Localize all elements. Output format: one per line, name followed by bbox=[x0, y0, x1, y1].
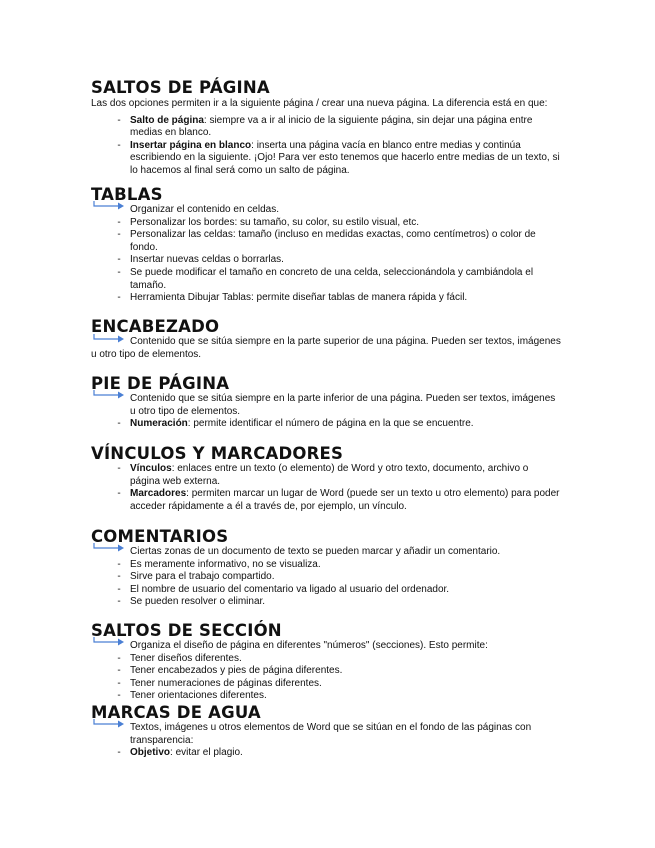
item-text: Herramienta Dibujar Tablas: permite diseñar tablas de manera rápida y fácil. bbox=[130, 292, 468, 304]
item-text: : permiten marcar un lugar de Word (puede ser un texto u otro elemento) para poder acceder rápidamente a él a través de, por ejemplo, un vínculo. bbox=[130, 488, 560, 512]
section-comentarios bbox=[0, 527, 655, 609]
section-title: ENCABEZADO bbox=[91, 317, 220, 336]
list-item bbox=[117, 418, 560, 431]
item-text: Insertar nuevas celdas o borrarlas. bbox=[130, 254, 284, 266]
item-text: Personalizar las celdas: tamaño (incluso en medidas exactas, como centímetros) o color de fondo. bbox=[130, 229, 536, 253]
arrow-icon bbox=[92, 636, 126, 648]
arrow-icon bbox=[92, 542, 126, 554]
list-item bbox=[117, 652, 560, 666]
section-marcas-agua bbox=[0, 703, 655, 760]
section-title: SALTOS DE SECCIÓN bbox=[91, 621, 282, 640]
item-term: Vínculos bbox=[130, 463, 172, 474]
dash-bullet: - bbox=[117, 558, 121, 570]
dash-bullet: - bbox=[117, 665, 121, 677]
dash-bullet: - bbox=[117, 114, 121, 126]
item-text: Es meramente informativo, no se visualiza. bbox=[130, 558, 321, 570]
section-title: SALTOS DE PÁGINA bbox=[91, 78, 270, 97]
list-item bbox=[117, 292, 560, 305]
item-term: Objetivo bbox=[130, 747, 171, 759]
list-item bbox=[117, 114, 560, 140]
section-title: MARCAS DE AGUA bbox=[91, 703, 261, 722]
item-text: : enlaces entre un texto (o elemento) de Word y otro texto, documento, archivo o página web externa. bbox=[130, 463, 529, 487]
list-item bbox=[117, 266, 560, 292]
section-vinculos-marcadores bbox=[0, 444, 655, 513]
list-item bbox=[117, 139, 560, 178]
section-saltos-seccion bbox=[0, 621, 655, 703]
item-text: El nombre de usuario del comentario va ligado al usuario del ordenador. bbox=[130, 583, 450, 595]
section-title: PIE DE PÁGINA bbox=[91, 374, 230, 393]
item-text: Tener encabezados y pies de página diferentes. bbox=[130, 665, 343, 677]
item-text: Textos, imágenes u otros elementos de Word que se sitúan en el fondo de las páginas con transparencia: bbox=[130, 722, 532, 746]
list-item bbox=[130, 204, 560, 217]
list-item bbox=[117, 747, 560, 760]
item-text: Ciertas zonas de un documento de texto se pueden marcar y añadir un comentario. bbox=[130, 546, 501, 557]
dash-bullet: - bbox=[117, 266, 121, 278]
list-item bbox=[117, 596, 560, 609]
item-term: Numeración bbox=[130, 418, 188, 430]
dash-bullet: - bbox=[117, 652, 121, 664]
list-item bbox=[130, 393, 560, 418]
list-item bbox=[117, 558, 560, 572]
paragraph-text: Contenido que se sitúa siempre en la parte superior de una página. Pueden ser textos, imágenes u otro tipo de elementos. bbox=[91, 336, 561, 360]
list-item bbox=[130, 640, 560, 653]
item-text: Sirve para el trabajo compartido. bbox=[130, 571, 275, 583]
dash-bullet: - bbox=[117, 488, 121, 500]
arrow-paragraph bbox=[0, 336, 655, 361]
item-text: Se pueden resolver o eliminar. bbox=[130, 596, 266, 608]
arrow-icon bbox=[92, 200, 126, 212]
list-item bbox=[117, 677, 560, 691]
dash-bullet: - bbox=[117, 690, 121, 702]
section-intro: Las dos opciones permiten ir a la siguiente página / crear una nueva página. La diferencia está en que: bbox=[91, 98, 548, 109]
dash-bullet: - bbox=[117, 596, 121, 608]
list-item bbox=[117, 216, 560, 230]
dash-bullet: - bbox=[117, 292, 121, 304]
dash-bullet: - bbox=[117, 747, 121, 759]
list-item bbox=[117, 463, 560, 488]
section-tablas bbox=[0, 185, 655, 305]
item-text: : permite identificar el número de página en la que se encuentre. bbox=[187, 418, 474, 430]
item-text: Organizar el contenido en celdas. bbox=[130, 204, 279, 215]
item-text: Organiza el diseño de página en diferentes "números" (secciones). Esto permite: bbox=[130, 640, 488, 651]
dash-bullet: - bbox=[117, 463, 121, 474]
list-item bbox=[117, 571, 560, 584]
item-text: : inserta una página vacía en blanco entre medias y continúa escribiendo en la siguiente. ¡Ojo! Para ver esto tenemos que hacerlo entre medias de un texto, si lo hacemos al final será como un salto de página. bbox=[130, 139, 560, 176]
list-item bbox=[117, 488, 560, 513]
item-text: Contenido que se sitúa siempre en la parte inferior de una página. Pueden ser textos, imágenes u otro tipo de elementos. bbox=[130, 393, 556, 417]
arrow-icon bbox=[92, 718, 126, 730]
dash-bullet: - bbox=[117, 216, 121, 228]
dash-bullet: - bbox=[117, 583, 121, 595]
arrow-icon bbox=[92, 389, 126, 401]
list-item bbox=[117, 229, 560, 254]
dash-bullet: - bbox=[117, 139, 121, 151]
item-text: : siempre va a ir al inicio de la siguiente página, sin dejar una página entre medias en blanco. bbox=[130, 114, 533, 139]
item-text: Tener numeraciones de páginas diferentes. bbox=[130, 677, 322, 689]
arrow-icon bbox=[92, 332, 126, 344]
dash-bullet: - bbox=[117, 254, 121, 266]
list-item bbox=[130, 722, 560, 747]
dash-bullet: - bbox=[117, 571, 121, 583]
dash-bullet: - bbox=[117, 229, 121, 241]
item-term: Insertar página en blanco bbox=[130, 139, 252, 151]
item-term: Marcadores bbox=[130, 488, 187, 500]
item-text: : evitar el plagio. bbox=[170, 747, 243, 759]
list-item bbox=[117, 690, 560, 703]
item-text: Tener orientaciones diferentes. bbox=[130, 690, 267, 702]
item-text: Tener diseños diferentes. bbox=[130, 652, 242, 664]
list-item bbox=[117, 665, 560, 678]
section-title: TABLAS bbox=[91, 185, 163, 204]
section-title: VÍNCULOS Y MARCADORES bbox=[91, 444, 344, 463]
item-term: Salto de página bbox=[130, 114, 204, 126]
list-item bbox=[117, 583, 560, 597]
section-title: COMENTARIOS bbox=[91, 527, 229, 546]
dash-bullet: - bbox=[117, 418, 121, 430]
section-saltos-pagina bbox=[0, 78, 655, 178]
section-pie-pagina bbox=[0, 374, 655, 431]
dash-bullet: - bbox=[117, 677, 121, 689]
item-text: Personalizar los bordes: su tamaño, su color, su estilo visual, etc. bbox=[130, 216, 420, 228]
item-text: Se puede modificar el tamaño en concreto de una celda, seleccionándola y cambiándola el tamaño. bbox=[130, 266, 534, 291]
section-encabezado bbox=[0, 317, 655, 361]
list-item bbox=[130, 546, 560, 559]
list-item bbox=[117, 254, 560, 267]
